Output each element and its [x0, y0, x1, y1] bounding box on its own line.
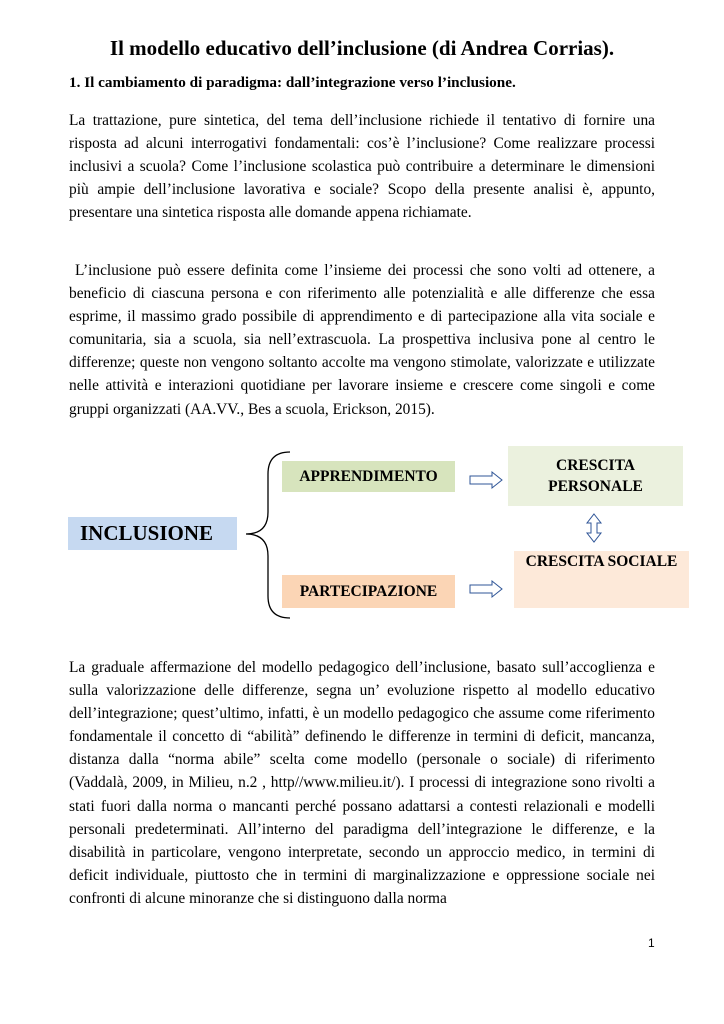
page-number: 1 — [648, 936, 655, 950]
crescita-personale-box: CRESCITA PERSONALE — [508, 446, 683, 506]
partecipazione-box: PARTECIPAZIONE — [282, 575, 455, 608]
arrow-updown-icon — [587, 514, 601, 542]
document-title: Il modello educativo dell’inclusione (di Andrea Corrias). — [109, 36, 615, 60]
inclusione-box: INCLUSIONE — [68, 517, 237, 550]
crescita-sociale-box: CRESCITA SOCIALE — [514, 551, 689, 608]
arrow-right-icon-apprendimento — [470, 472, 502, 488]
paragraph-2: L’inclusione può essere definita come l’insieme dei processi che sono volti ad ottenere, a beneficio di ciascuna persona e con riferimento alle potenzialità e alle differenze che essa esprime, il massimo grado possibile di apprendimento e di partecipazione alla vita sociale e comunitaria, sia a scuola, sia nell’extrascuola. La prospettiva inclusiva pone al centro le differenze; queste non vengono soltanto accolte ma vengono stimolate, valorizzate e utilizzate nelle attività e interazioni quotidiane per lavorare insieme e crescere come singoli e come gruppi organizzati (AA.VV., Bes a scuola, Erickson, 2015). — [69, 262, 655, 418]
paragraph-1: La trattazione, pure sintetica, del tema dell’inclusione richiede il tentativo di fornire una risposta ad alcuni interrogativi fondamentali: cos’è l’inclusione? Come realizzare processi inclusivi a scuola? Come l’inclusione scolastica può contribuire a determinare le dimensioni più ampie dell’inclusione lavorativa e sociale? Scopo della presente analisi è, appunto, presentare una sintetica risposta alle domande appena richiamate. — [69, 112, 655, 222]
section-heading: 1. Il cambiamento di paradigma: dall’integrazione verso l’inclusione. — [69, 74, 516, 91]
arrow-right-icon-partecipazione — [470, 581, 502, 597]
apprendimento-box: APPRENDIMENTO — [282, 461, 455, 492]
paragraph-3: La graduale affermazione del modello pedagogico dell’inclusione, basato sull’accoglienza e sulla valorizzazione delle differenze, segna un’ evoluzione rispetto al modello educativo dell’integrazione; quest’ultimo, infatti, è un modello pedagogico che assume come riferimento fondamentale il concetto di “abilità” definendo le differenze in termini di deficit, mancanza, distanza dalla “norma abile” scelta come modello (personale o sociale) di riferimento (Vaddalà, 2009, in Milieu, n.2 , http//www.milieu.it/). I processi di integrazione sono rivolti a stati fuori dalla norma o mancanti perché possano adattarsi a contesti relazionali e modelli personali predeterminati. All’interno del paradigma dell’integrazione le differenze, e la disabilità in particolare, vengono interpretate, secondo un approccio medico, in termini di deficit individuale, piuttosto che in termini di marginalizzazione e oppressione sociale nei confronti di alcune minoranze che si distinguono dalla norma — [69, 659, 655, 907]
